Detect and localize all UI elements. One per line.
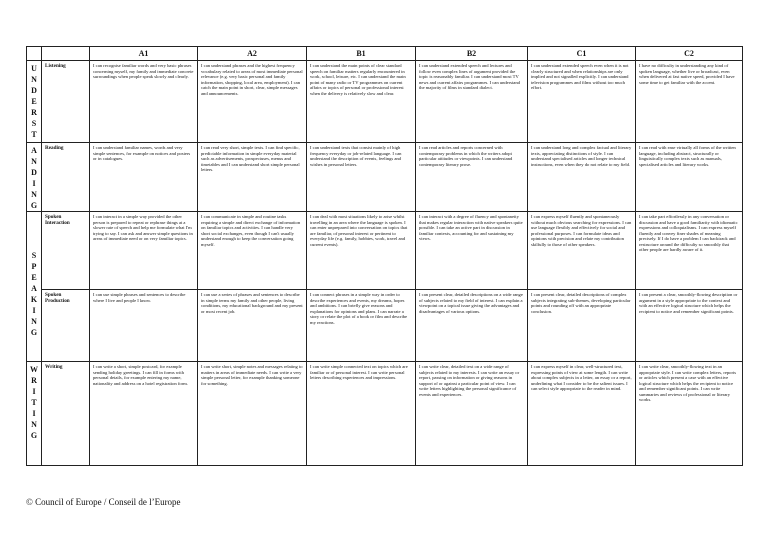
table-row-spoken-production	[27, 290, 743, 362]
section-letter: N	[31, 157, 37, 166]
skill-label-listening: Listening	[42, 61, 90, 143]
section-letter: D	[31, 168, 37, 177]
section-label-understanding-top	[27, 61, 42, 143]
descriptor-cell: I can connect phrases in a simple way in order to describe experiences and events, my dreams, hopes and ambitions. I can briefly give reasons and explanations for opinions and plans. I can narrate a story or relate the plot of a book or film and describe my reactions.	[307, 290, 416, 362]
section-letter: N	[31, 317, 37, 326]
descriptor-cell: I can write a short, simple postcard, for example sending holiday greetings. I can fill in forms with personal details, for example entering my name, nationality and address on a hotel registration form.	[90, 362, 198, 466]
descriptor-cell: I can interact with a degree of fluency and spontaneity that makes regular interaction with native speakers quite possible. I can take an active part in discussion in familiar contexts, accounting for and sustaining my views.	[416, 212, 528, 290]
cefr-grid-table	[26, 46, 743, 466]
descriptor-cell: I can write short, simple notes and messages relating to matters in areas of immediate needs. I can write a very simple personal letter, for example thanking someone for something.	[198, 362, 307, 466]
section-letter: R	[31, 108, 37, 117]
section-letter: T	[31, 398, 37, 407]
section-letter: N	[31, 75, 37, 84]
descriptor-cell: I can present a clear, smoothly-flowing description or argument in a style appropriate to the context and with an effective logical structure which helps the recipient to notice and remember significant points.	[636, 290, 743, 362]
table-row-spoken-interaction	[27, 212, 743, 290]
descriptor-cell: I can interact in a simple way provided the other person is prepared to repeat or rephrase things at a slower rate of speech and help me formulate what I'm trying to say. I can ask and answer simple questions in areas of immediate need or on very familiar topics.	[90, 212, 198, 290]
descriptor-cell: I can communicate in simple and routine tasks requiring a simple and direct exchange of information on familiar topics and activities. I can handle very short social exchanges, even though I can't usually understand enough to keep the conversation going myself.	[198, 212, 307, 290]
descriptor-cell: I can understand phrases and the highest frequency vocabulary related to areas of most immediate personal relevance (e.g. very basic personal and family information, shopping, local area, employment). I can catch the main point in short, clear, simple messages and announcements.	[198, 61, 307, 143]
descriptor-cell: I can express myself fluently and spontaneously without much obvious searching for expressions. I can use language flexibly and effectively for social and professional purposes. I can formulate ideas and opinions with precision and relate my contribution skilfully to those of other speakers.	[528, 212, 636, 290]
header-corner-section	[27, 47, 42, 61]
section-letter: N	[31, 190, 37, 199]
table-row-reading	[27, 143, 743, 212]
section-letter: R	[31, 376, 37, 385]
descriptor-cell: I have no difficulty in understanding any kind of spoken language, whether live or broadcast, even when delivered at fast native speed, provided I have some time to get familiar with the accent.	[636, 61, 743, 143]
section-letter: T	[31, 130, 37, 139]
descriptor-cell: I can read with ease virtually all forms of the written language, including abstract, structurally or linguistically complex texts such as manuals, specialised articles and literary works.	[636, 143, 743, 212]
level-header-b1: B1	[307, 47, 416, 61]
skill-label-reading: Reading	[42, 143, 90, 212]
descriptor-cell: I can read very short, simple texts. I can find specific, predictable information in simple everyday material such as advertisements, prospectuses, menus and timetables and I can understand short simple personal letters.	[198, 143, 307, 212]
level-header-a2: A2	[198, 47, 307, 61]
section-letter: G	[30, 328, 38, 337]
descriptor-cell: I can present clear, detailed descriptions on a wide range of subjects related to my field of interest. I can explain a viewpoint on a topical issue giving the advantages and disadvantages of various options.	[416, 290, 528, 362]
section-letter: S	[31, 119, 37, 128]
section-label-speaking	[27, 212, 42, 362]
section-letter: W	[30, 365, 38, 374]
descriptor-cell: I can understand the main points of clear standard speech on familiar matters regularly encountered in work, school, leisure, etc. I can understand the main point of many radio or TV programmes on current affairs or topics of personal or professional interest when the delivery is relatively slow and clear.	[307, 61, 416, 143]
descriptor-cell: I can understand extended speech even when it is not clearly structured and when relationships are only implied and not signalled explicitly. I can understand television programmes and films without too much effort.	[528, 61, 636, 143]
descriptor-cell: I can read articles and reports concerned with contemporary problems in which the writers adopt particular attitudes or viewpoints. I can understand contemporary literary prose.	[416, 143, 528, 212]
section-letter: G	[30, 201, 38, 210]
section-letter: U	[31, 64, 37, 73]
level-header-b2: B2	[416, 47, 528, 61]
level-header-a1: A1	[90, 47, 198, 61]
section-letter: S	[31, 251, 37, 260]
section-letter: N	[31, 420, 37, 429]
section-letter: I	[32, 387, 36, 396]
section-letter: K	[30, 295, 38, 304]
level-header-row	[27, 47, 743, 61]
skill-label-spoken-production: Spoken Production	[42, 290, 90, 362]
descriptor-cell: I can deal with most situations likely to arise whilst travelling in an area where the language is spoken. I can enter unprepared into conversation on topics that are familiar, of personal interest or pertinent to everyday life (e.g. family, hobbies, work, travel and current events).	[307, 212, 416, 290]
descriptor-cell: I can understand long and complex factual and literary texts, appreciating distinctions of style. I can understand specialised articles and longer technical instructions, even when they do not relate to my field.	[528, 143, 636, 212]
section-letter: A	[31, 284, 37, 293]
section-label-writing	[27, 362, 42, 466]
section-letter: A	[31, 146, 37, 155]
section-letter: D	[31, 86, 37, 95]
table-row-listening	[27, 61, 743, 143]
section-letter: E	[31, 97, 37, 106]
section-letter: P	[31, 262, 37, 271]
descriptor-cell: I can present clear, detailed descriptions of complex subjects integrating sub-themes, developing particular points and rounding off with an appropriate conclusion.	[528, 290, 636, 362]
level-header-c1: C1	[528, 47, 636, 61]
descriptor-cell: I can write clear, detailed text on a wide range of subjects related to my interests. I can write an essay or report, passing on information or giving reasons in support of or against a particular point of view. I can write letters highlighting the personal significance of events and experiences.	[416, 362, 528, 466]
descriptor-cell: I can understand familiar names, words and very simple sentences, for example on notices and posters or in catalogues.	[90, 143, 198, 212]
copyright-footer: © Council of Europe / Conseil de l’Europe	[26, 497, 181, 507]
section-letter: I	[32, 409, 36, 418]
section-letter: G	[30, 431, 38, 440]
descriptor-cell: I can understand extended speech and lectures and follow even complex lines of argument provided the topic is reasonably familiar. I can understand most TV news and current affairs programmes. I can understand the majority of films in standard dialect.	[416, 61, 528, 143]
section-letter: E	[31, 273, 37, 282]
header-corner-skill	[42, 47, 90, 61]
section-label-understanding-bottom	[27, 143, 42, 212]
descriptor-cell: I can understand texts that consist mainly of high frequency everyday or job-related language. I can understand the description of events, feelings and wishes in personal letters.	[307, 143, 416, 212]
descriptor-cell: I can use a series of phrases and sentences to describe in simple terms my family and other people, living conditions, my educational background and my present or most recent job.	[198, 290, 307, 362]
descriptor-cell: I can take part effortlessly in any conversation or discussion and have a good familiarity with idiomatic expressions and colloquialisms. I can express myself fluently and convey finer shades of meaning precisely. If I do have a problem I can backtrack and restructure around the difficulty so smoothly that other people are hardly aware of it.	[636, 212, 743, 290]
skill-label-spoken-interaction: Spoken Interaction	[42, 212, 90, 290]
skill-label-writing: Writing	[42, 362, 90, 466]
level-header-c2: C2	[636, 47, 743, 61]
section-letter: I	[32, 179, 36, 188]
descriptor-cell: I can recognise familiar words and very basic phrases concerning myself, my family and immediate concrete surroundings when people speak slowly and clearly.	[90, 61, 198, 143]
table-row-writing	[27, 362, 743, 466]
section-letter: I	[32, 306, 36, 315]
descriptor-cell: I can use simple phrases and sentences to describe where I live and people I know.	[90, 290, 198, 362]
descriptor-cell: I can write simple connected text on topics which are familiar or of personal interest. I can write personal letters describing experiences and impressions.	[307, 362, 416, 466]
descriptor-cell: I can write clear, smoothly-flowing text in an appropriate style. I can write complex letters, reports or articles which present a case with an effective logical structure which helps the recipient to notice and remember significant points. I can write summaries and reviews of professional or literary works.	[636, 362, 743, 466]
descriptor-cell: I can express myself in clear, well-structured text, expressing points of view at some length. I can write about complex subjects in a letter, an essay or a report, underlining what I consider to be the salient issues. I can select style appropriate to the reader in mind.	[528, 362, 636, 466]
